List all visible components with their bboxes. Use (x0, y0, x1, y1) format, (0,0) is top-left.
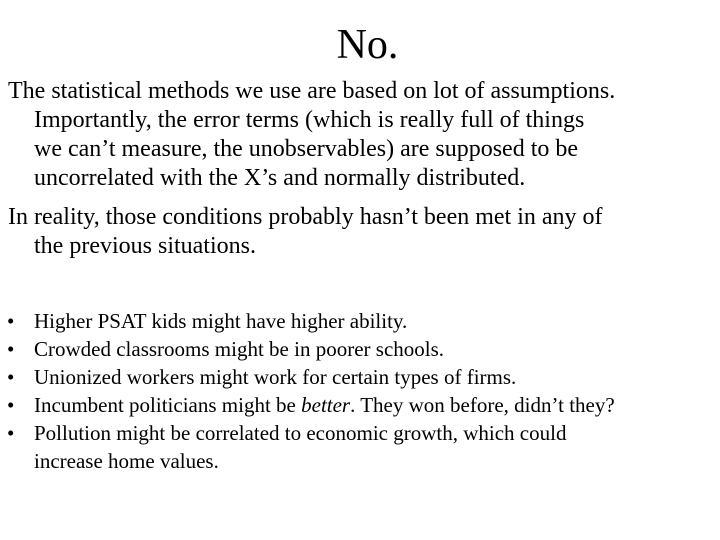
paragraph-line: uncorrelated with the X’s and normally distributed. (34, 165, 526, 191)
bullet-item (0, 335, 720, 363)
paragraph-line: Importantly, the error terms (which is really full of things (34, 107, 585, 133)
bullet-dot-icon: • (7, 309, 15, 333)
bullet-text (34, 391, 720, 419)
bullet-emphasis: better (301, 393, 351, 417)
bullet-dot-icon: • (7, 421, 15, 445)
bullet-dot-icon: • (7, 365, 15, 389)
bullet-item (0, 419, 720, 475)
bullet-dot-icon: • (7, 393, 15, 417)
paragraph-line: The statistical methods we use are based on lot of assumptions. (8, 78, 616, 104)
bullet-text: Higher PSAT kids might have higher ability. (34, 309, 408, 333)
slide-title: No. (336, 22, 399, 68)
bullet-text: Pollution might be correlated to economic growth, which could (34, 421, 567, 445)
bullet-text-before: Incumbent politicians might be (34, 393, 302, 417)
bullet-text: Crowded classrooms might be in poorer schools. (34, 337, 445, 361)
bullet-item (0, 363, 720, 391)
paragraph-line: we can’t measure, the unobservables) are supposed to be (34, 136, 579, 162)
bullet-item (0, 391, 720, 419)
paragraph-line: In reality, those conditions probably hasn’t been met in any of (8, 204, 603, 230)
bullet-dot-icon: • (7, 337, 15, 361)
paragraph-line: the previous situations. (34, 233, 256, 259)
bullet-text-after: . They won before, didn’t they? (350, 393, 615, 417)
bullet-item (0, 307, 720, 335)
bullet-list (0, 307, 720, 475)
paragraph-reality (8, 203, 718, 261)
paragraph-assumptions (8, 77, 718, 193)
bullet-text: Unionized workers might work for certain types of firms. (34, 365, 517, 389)
bullet-text: increase home values. (34, 449, 219, 473)
